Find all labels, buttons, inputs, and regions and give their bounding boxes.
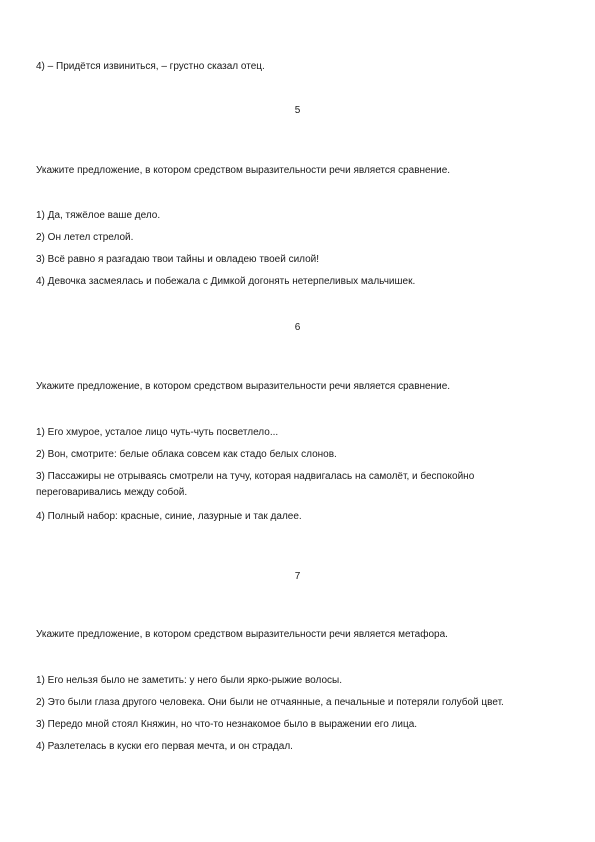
question-number: 6 (294, 322, 301, 333)
answer-option: 1) Его хмурое, усталое лицо чуть-чуть посветлело... (36, 427, 279, 438)
answer-option: 3) Пассажиры не отрываясь смотрели на тучу, которая надвигалась на самолёт, и беспокойно переговаривались между собой. (36, 471, 475, 498)
answer-option: 3) Всё равно я разгадаю твои тайны и овладею твоей силой! (36, 254, 320, 265)
answer-option: 2) Вон, смотрите: белые облака совсем как стадо белых слонов. (36, 449, 337, 460)
answer-option: 4) Девочка засмеялась и побежала с Димкой догонять нетерпеливых мальчишек. (36, 276, 416, 287)
answer-option: 3) Передо мной стоял Княжин, но что-то незнакомое было в выражении его лица. (36, 719, 418, 730)
question-number: 5 (294, 105, 301, 116)
answer-option: 2) Это были глаза другого человека. Они были не отчаянные, а печальные и потеряли голубой цвет. (36, 697, 504, 708)
answer-option: 4) Разлетелась в куски его первая мечта, и он страдал. (36, 741, 293, 752)
top-option: 4) – Придётся извиниться, – грустно сказал отец. (36, 61, 265, 72)
question-prompt: Укажите предложение, в котором средством выразительности речи является сравнение. (36, 381, 451, 392)
question-number: 7 (294, 571, 301, 582)
question-prompt: Укажите предложение, в котором средством выразительности речи является сравнение. (36, 165, 451, 176)
answer-option: 2) Он летел стрелой. (36, 232, 134, 243)
answer-option: 1) Да, тяжёлое ваше дело. (36, 210, 161, 221)
answer-option: 4) Полный набор: красные, синие, лазурные и так далее. (36, 511, 302, 522)
question-prompt: Укажите предложение, в котором средством выразительности речи является метафора. (36, 629, 448, 640)
answer-option: 1) Его нельзя было не заметить: у него были ярко-рыжие волосы. (36, 675, 342, 686)
